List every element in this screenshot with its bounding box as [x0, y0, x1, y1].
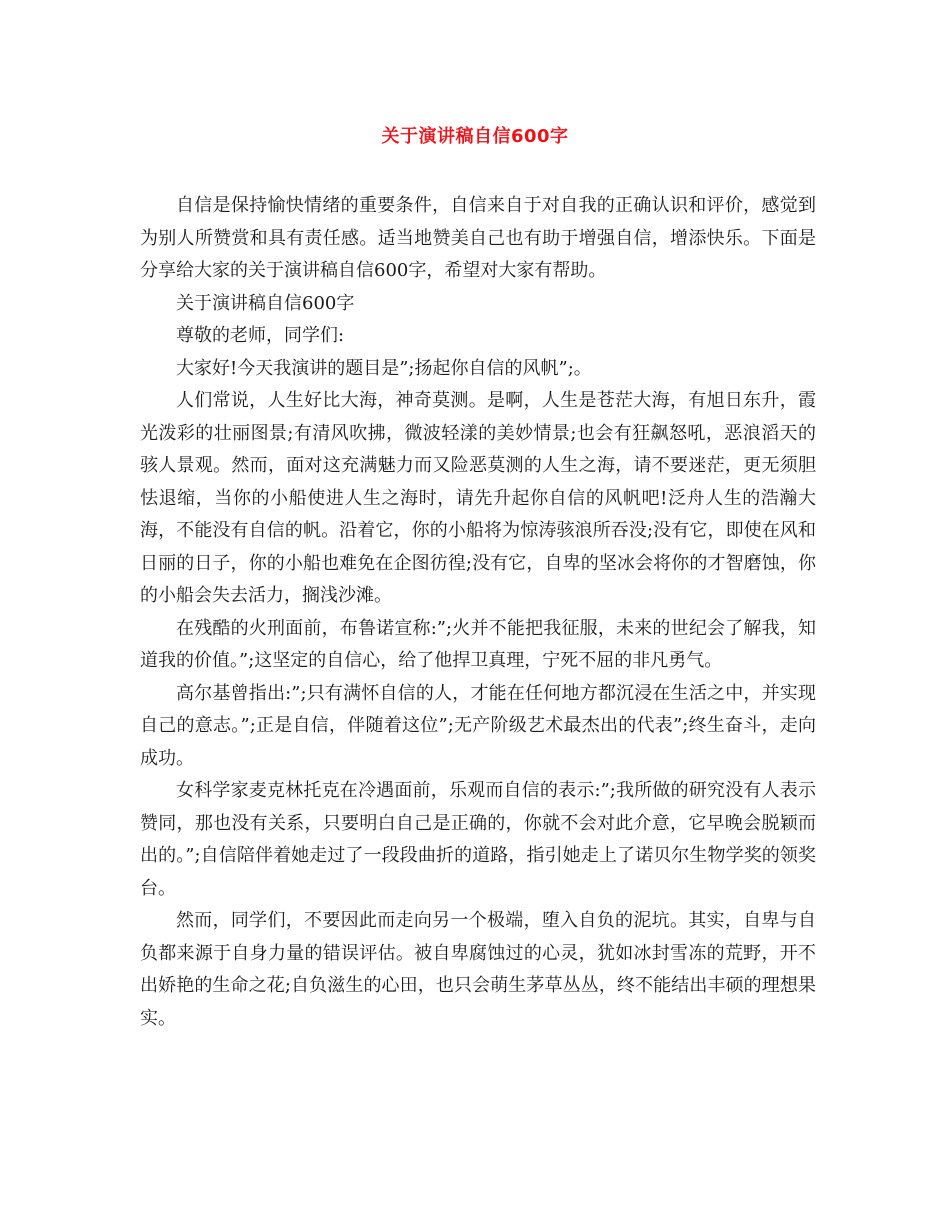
paragraph-salutation: 尊敬的老师，同学们: [176, 325, 345, 346]
paragraph-intro: 自信是保持愉快情绪的重要条件，自信来自于对自我的正确认识和评价，感觉到为别人所赞赏和具有责任感。适当地赞美自己也有助于增强自信，增添快乐。下面是分享给大家的关于演讲稿自信600字，希望对大家有帮助。 [140, 195, 816, 281]
paragraph-conclusion: 然而，同学们，不要因此而走向另一个极端，堕入自负的泥坑。其实，自卑与自负都来源于自身力量的错误评估。被自卑腐蚀过的心灵，犹如冰封雪冻的荒野，开不出娇艳的生命之花;自负滋生的心田，也只会萌生茅草丛丛，终不能结出丰硕的理想果实。 [140, 910, 816, 1029]
paragraph-gorky: 高尔基曾指出:”;只有满怀自信的人，才能在任何地方都沉浸在生活之中，并实现自己的意志。”;正是自信，伴随着这位”;无产阶级艺术最杰出的代表”;终生奋斗，走向成功。 [140, 682, 816, 769]
paragraph-bruno: 在残酷的火刑面前，布鲁诺宣称:”;火并不能把我征服，未来的世纪会了解我，知道我的价值。”;这坚定的自信心，给了他捍卫真理，宁死不屈的非凡勇气。 [140, 617, 816, 671]
paragraph-subtitle: 关于演讲稿自信600字 [176, 292, 355, 314]
document-body [140, 190, 816, 1035]
paragraph-greeting: 大家好!今天我演讲的题目是”;扬起你自信的风帆”;。 [176, 357, 592, 379]
paragraph-mcclintock: 女科学家麦克林托克在冷遇面前，乐观而自信的表示:”;我所做的研究没有人表示赞同，那也没有关系，只要明白自己是正确的，你就不会对此介意，它早晚会脱颖而出的。”;自信陪伴着她走过了一段段曲折的道路，指引她走上了诺贝尔生物学奖的领奖台。 [140, 780, 816, 899]
paragraph-life-sea: 人们常说，人生好比大海，神奇莫测。是啊，人生是苍茫大海，有旭日东升，霞光泼彩的壮丽图景;有清风吹拂，微波轻漾的美妙情景;也会有狂飙怒吼，恶浪滔天的骇人景观。然而，面对这充满魅力而又险恶莫测的人生之海，请不要迷茫，更无须胆怯退缩，当你的小船使进人生之海时，请先升起你自信的风帆吧!泛舟人生的浩瀚大海，不能没有自信的帆。沿着它，你的小船将为惊涛骇浪所吞没;没有它，即使在风和日丽的日子，你的小船也难免在企图彷徨;没有它，自卑的坚冰会将你的才智磨蚀，你的小船会失去活力，搁浅沙滩。 [140, 390, 816, 606]
document-title: 关于演讲稿自信600字 [381, 126, 569, 147]
